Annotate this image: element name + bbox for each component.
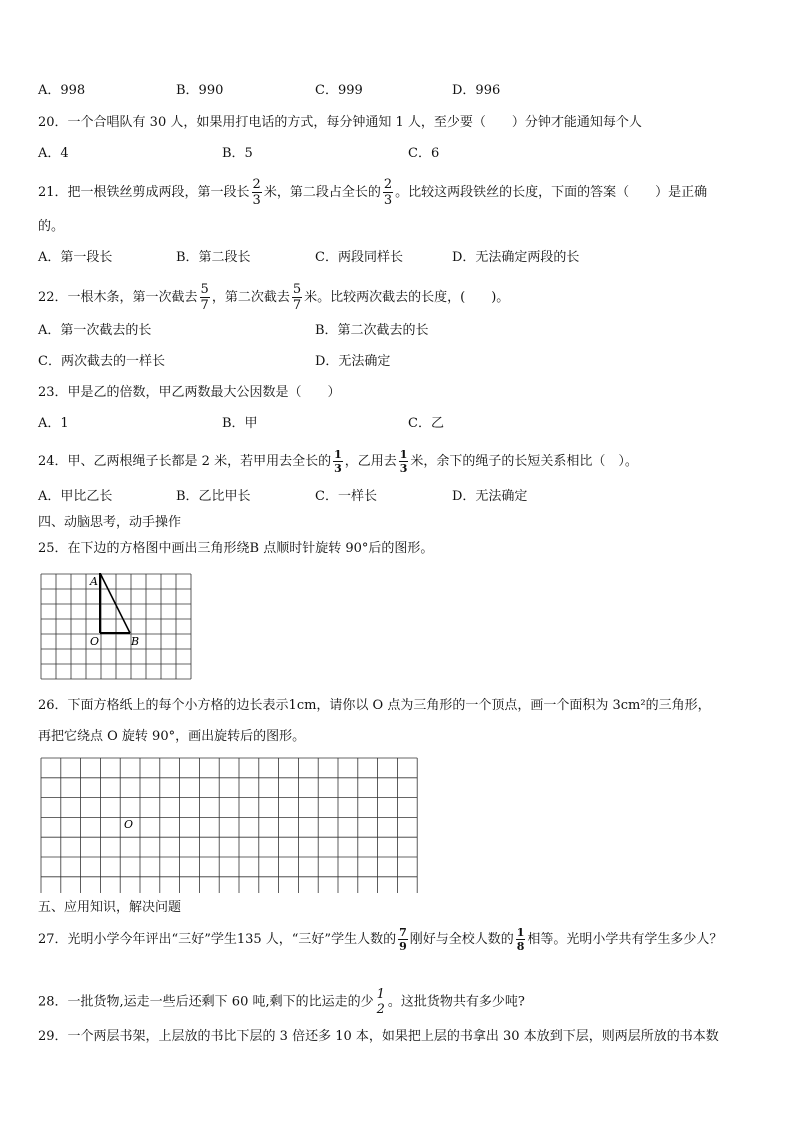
q28-part1: 28．一批货物,运走一些后还剩下 60 吨,剩下的比运走的少 [38, 994, 374, 1010]
q21-fraction-2 [383, 178, 393, 207]
q20-option-a: A．4 [38, 146, 69, 161]
q27-frac2-den: 8 [516, 940, 525, 953]
q19-option-c: C．999 [315, 83, 363, 98]
q26-line1: 26．下面方格纸上的每个小方格的边长表示1cm，请你以 O 点为三角形的一个顶点，画一个面积为 3cm²的三角形， [38, 698, 711, 713]
q28-part2: 。这批货物共有多少吨? [387, 994, 525, 1010]
q20-option-b: B．5 [222, 146, 253, 161]
q24-option-d: D．无法确定 [452, 489, 528, 504]
q24-option-c: C．一样长 [315, 489, 377, 504]
q22-fraction-2 [292, 283, 302, 312]
q22-part2: ，第二次截去 [211, 290, 290, 305]
point-b-label: B [131, 635, 140, 648]
q25-grid-svg [40, 573, 194, 681]
q22-option-c: C．两次截去的一样长 [38, 354, 165, 369]
q24-frac2-den: 3 [399, 462, 408, 475]
q24-option-a: A．甲比乙长 [38, 489, 113, 504]
q27-frac2-num: 1 [516, 926, 525, 939]
q22-option-b: B．第二次截去的长 [315, 323, 429, 338]
q29-text: 29．一个两层书架，上层放的书比下层的 3 倍还多 10 本，如果把上层的书拿出 30 本放到下层，则两层所放的书本数 [38, 1029, 719, 1044]
q23-option-c: C．乙 [408, 416, 444, 431]
q24-part1: 24．甲、乙两根绳子长都是 2 米，若甲用去全长的 [38, 454, 332, 469]
q27-part3: 相等。光明小学共有学生多少人？ [527, 932, 723, 947]
q22-option-a: A．第一次截去的长 [38, 323, 152, 338]
q19-option-a: A．998 [38, 83, 86, 98]
q21-part1: 21．把一根铁丝剪成两段，第一段长 [38, 185, 250, 200]
q24-frac2-num: 1 [399, 448, 408, 461]
q21-part3: 。比较这两段铁丝的长度，下面的答案（ ）是正确 [395, 185, 708, 200]
q21-option-c: C．两段同样长 [315, 250, 403, 265]
q21-part2: 米，第二段占全长的 [263, 185, 381, 200]
q22-fraction-1 [200, 283, 210, 312]
q21-frac2-num: 2 [383, 177, 393, 192]
q24-text [38, 449, 638, 474]
q21-frac2-den: 3 [383, 193, 393, 208]
point-a-label: A [90, 575, 98, 588]
q28-fraction [376, 988, 386, 1016]
q28-frac-den: 2 [376, 1002, 385, 1017]
q23-option-b: B．甲 [222, 416, 258, 431]
q23-text: 23．甲是乙的倍数，甲乙两数最大公因数是（ ） [38, 385, 341, 400]
q21-option-a: A．第一段长 [38, 250, 113, 265]
section-4-heading: 四、动脑思考，动手操作 [38, 515, 182, 530]
q22-part3: 米。比较两次截去的长度，( )。 [304, 290, 510, 305]
q21-fraction-1 [252, 178, 262, 207]
q19-option-b: B．990 [176, 83, 224, 98]
q21-frac1-den: 3 [252, 193, 261, 208]
q28-text [38, 988, 525, 1016]
q27-part2: 刚好与全校人数的 [409, 932, 514, 947]
q27-fraction-1 [398, 927, 408, 952]
q22-option-d: D．无法确定 [315, 354, 391, 369]
q24-frac1-num: 1 [334, 448, 342, 461]
q26-line2: 再把它绕点 O 旋转 90°，画出旋转后的图形。 [38, 729, 306, 744]
q24-option-b: B．乙比甲长 [176, 489, 251, 504]
q20-text: 20．一个合唱队有 30 人，如果用打电话的方式，每分钟通知 1 人，至少要（ ）分钟才能通知每个人 [38, 115, 642, 130]
q26-grid-svg [40, 757, 422, 893]
q27-part1: 27．光明小学今年评出“三好”学生135 人，“三好”学生人数的 [38, 932, 397, 947]
q25-grid-figure [40, 573, 194, 685]
q22-frac1-den: 7 [200, 298, 209, 313]
q27-fraction-2 [516, 927, 526, 952]
q27-frac1-num: 7 [399, 926, 407, 939]
q21-continuation: 的。 [38, 219, 65, 234]
q28-frac-num: 1 [376, 987, 385, 1002]
q24-part2: ，乙用去 [344, 454, 397, 469]
q21-text [38, 178, 707, 207]
point-o-label-q26: O [124, 818, 134, 831]
q22-frac2-den: 7 [292, 298, 302, 313]
q27-text [38, 927, 722, 953]
q23-option-a: A．1 [38, 416, 69, 431]
q22-text [38, 283, 509, 312]
q24-fraction-1 [333, 449, 343, 474]
q21-option-b: B．第二段长 [176, 250, 251, 265]
q24-frac1-den: 3 [334, 462, 342, 475]
q22-frac2-num: 5 [292, 282, 302, 297]
q26-grid-figure [40, 757, 422, 897]
q25-text: 25．在下边的方格图中画出三角形绕B 点顺时针旋转 90°后的图形。 [38, 541, 434, 556]
q22-frac1-num: 5 [200, 282, 209, 297]
q27-frac1-den: 9 [399, 940, 407, 953]
q24-fraction-2 [399, 449, 409, 474]
q24-part3: 米，余下的绳子的长短关系相比（ ）。 [410, 454, 638, 469]
q20-option-c: C．6 [408, 146, 440, 161]
point-o-label: O [90, 635, 100, 648]
q21-option-d: D．无法确定两段的长 [452, 250, 580, 265]
q21-frac1-num: 2 [252, 177, 261, 192]
section-5-heading: 五、应用知识，解决问题 [38, 900, 182, 915]
triangle-side-ab [100, 573, 130, 633]
q22-part1: 22．一根木条，第一次截去 [38, 290, 198, 305]
q19-option-d: D．996 [452, 83, 501, 98]
